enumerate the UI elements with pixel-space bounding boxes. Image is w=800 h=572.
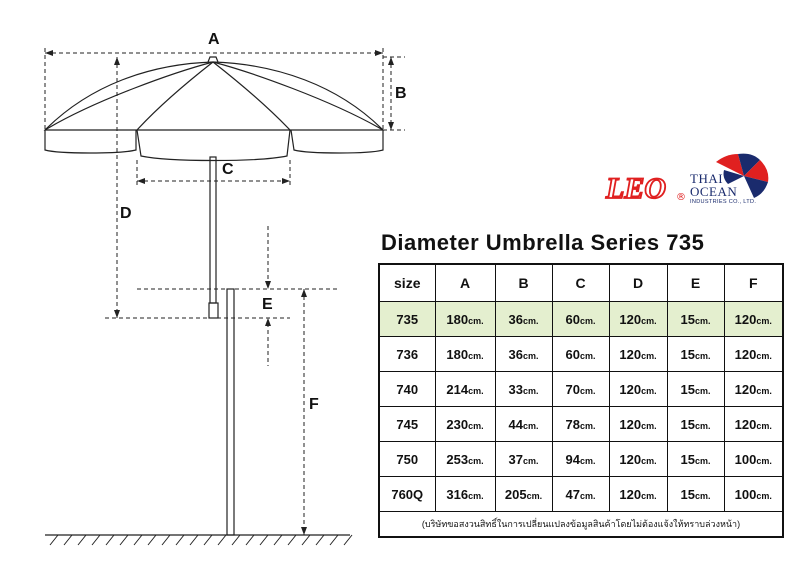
cell-c [552,337,609,372]
cell-unit: cm. [579,490,596,501]
cell-unit: cm. [641,490,657,501]
cell-unit: cm. [756,385,772,396]
cell-value: 120 [734,381,757,397]
cell-size: 736 [379,337,435,372]
cell-a [435,407,495,442]
table-note-row [379,512,783,538]
cell-value: 120 [619,416,642,432]
cell-unit: cm. [468,315,484,326]
cell-c [552,477,609,512]
cell-value: 120 [734,311,757,327]
cell-a [435,372,495,407]
cell-a [435,477,495,512]
cell-unit: cm. [641,455,657,466]
cell-e [667,477,724,512]
table-note: (บริษัทขอสงวนสิทธิ์ในการเปลี่ยนแปลงข้อมูลสินค้าโดยไม่ต้องแจ้งให้ทราบล่วงหน้า) [379,512,783,538]
cell-value: 120 [619,486,642,502]
table-row [379,477,783,512]
cell-value: 214 [446,381,469,397]
cell-unit: cm. [694,490,711,501]
company-name [690,172,756,206]
cell-value: 70 [565,381,580,397]
table-row [379,372,783,407]
cell-value: 15 [680,486,695,502]
cell-value: 120 [734,346,757,362]
cell-value: 60 [565,346,580,362]
cell-d [609,372,667,407]
cell-e [667,442,724,477]
header-e: E [667,264,724,302]
company-name-line2: OCEAN [690,184,738,199]
header-d: D [609,264,667,302]
pole-upper [210,157,216,303]
cell-value: 316 [446,486,469,502]
cell-unit: cm. [641,315,657,326]
cell-value: 36 [508,346,523,362]
cell-unit: cm. [641,350,657,361]
cell-value: 15 [680,451,695,467]
cell-value: 120 [619,381,642,397]
cell-e [667,337,724,372]
cell-size: 740 [379,372,435,407]
table-title: Diameter Umbrella Series 735 [381,230,705,255]
cell-c [552,302,609,337]
valance-left [45,130,136,153]
cell-unit: cm. [641,385,657,396]
cell-value: 120 [734,416,757,432]
table-row [379,302,783,337]
cell-unit: cm. [579,455,596,466]
canopy-outline [45,62,383,130]
cell-value: 253 [446,451,469,467]
header-b: B [495,264,552,302]
cell-unit: cm. [522,455,539,466]
cell-size: 750 [379,442,435,477]
cell-value: 180 [446,311,469,327]
cell-unit: cm. [522,350,539,361]
cell-value: 100 [734,451,757,467]
dimension-label-f: F [309,396,319,413]
cell-d [609,407,667,442]
cell-value: 230 [446,416,469,432]
cell-f [724,477,783,512]
cell-b [495,477,552,512]
cell-b [495,372,552,407]
cell-unit: cm. [694,455,711,466]
cell-b [495,407,552,442]
cell-f [724,372,783,407]
cell-unit: cm. [756,420,772,431]
cell-unit: cm. [468,420,484,431]
cell-value: 180 [446,346,469,362]
cell-e [667,302,724,337]
cell-f [724,407,783,442]
cell-value: 78 [565,416,580,432]
dimension-label-a: A [208,31,220,48]
valance-center [137,130,290,161]
cell-c [552,372,609,407]
cell-value: 100 [734,486,757,502]
cell-unit: cm. [694,350,711,361]
cell-unit: cm. [694,420,711,431]
cell-value: 15 [680,346,695,362]
cell-value: 15 [680,311,695,327]
header-f: F [724,264,783,302]
cell-d [609,337,667,372]
cell-unit: cm. [468,490,484,501]
cell-value: 37 [508,451,523,467]
cell-value: 205 [504,486,527,502]
cell-size: 735 [379,302,435,337]
cell-value: 47 [565,486,580,502]
cell-a [435,302,495,337]
header-a: A [435,264,495,302]
cell-value: 33 [508,381,523,397]
dimension-label-b: B [395,85,407,102]
cell-value: 94 [565,451,580,467]
cell-unit: cm. [522,315,539,326]
company-name-line3: INDUSTRIES CO., LTD. [690,199,757,205]
cell-size: 760Q [379,477,435,512]
cell-f [724,337,783,372]
cell-a [435,442,495,477]
cell-e [667,407,724,442]
valance-right [291,130,383,153]
cell-f [724,302,783,337]
cell-unit: cm. [756,490,772,501]
table-row [379,407,783,442]
cell-unit: cm. [694,385,711,396]
cell-f [724,442,783,477]
table-header-row [379,264,783,302]
cell-a [435,337,495,372]
cell-unit: cm. [468,385,484,396]
cell-value: 60 [565,311,580,327]
registered-mark: ® [676,192,686,203]
cell-b [495,302,552,337]
cell-unit: cm. [694,315,711,326]
cell-unit: cm. [756,350,772,361]
cell-value: 15 [680,416,695,432]
header-c: C [552,264,609,302]
cell-unit: cm. [468,455,484,466]
cell-value: 120 [619,311,642,327]
cell-unit: cm. [526,490,543,501]
cell-value: 120 [619,346,642,362]
cell-unit: cm. [522,385,539,396]
cell-unit: cm. [756,455,772,466]
cell-e [667,372,724,407]
cell-unit: cm. [522,420,539,431]
cell-value: 120 [619,451,642,467]
cell-value: 36 [508,311,523,327]
cell-c [552,407,609,442]
cell-b [495,442,552,477]
dimension-label-c: C [222,161,234,178]
cell-value: 15 [680,381,695,397]
table-row [379,337,783,372]
spec-table [378,263,784,538]
cell-unit: cm. [579,315,596,326]
cell-unit: cm. [756,315,772,326]
cell-d [609,477,667,512]
cell-unit: cm. [468,350,484,361]
cell-unit: cm. [579,385,596,396]
pole-joint [209,303,218,318]
cell-b [495,337,552,372]
cell-d [609,302,667,337]
table-body [379,302,783,512]
cell-size: 745 [379,407,435,442]
cell-unit: cm. [641,420,657,431]
company-name-line1: THAI [690,171,724,186]
cell-unit: cm. [579,420,596,431]
leo-logo-text: LEO [606,172,666,205]
table-row [379,442,783,477]
dimension-label-e: E [262,296,273,313]
dimension-label-d: D [120,205,132,222]
cell-d [609,442,667,477]
cell-value: 44 [508,416,523,432]
cell-unit: cm. [579,350,596,361]
cell-c [552,442,609,477]
header-size: size [379,264,435,302]
ground-stand [227,289,234,535]
